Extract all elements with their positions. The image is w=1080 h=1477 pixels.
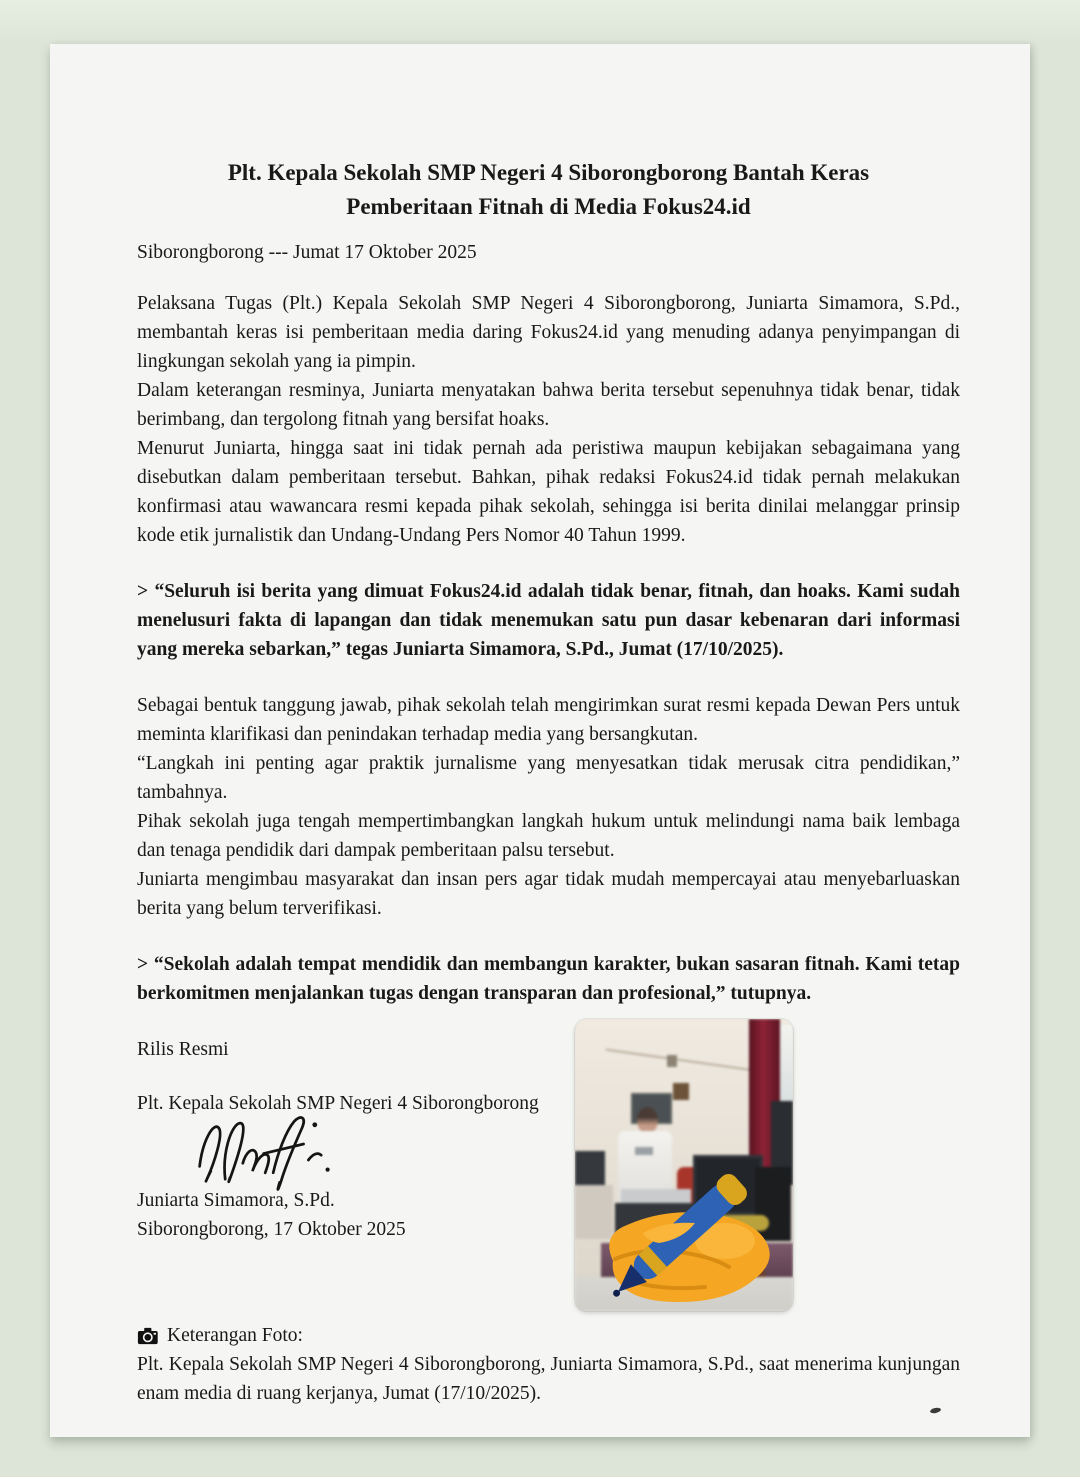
bold-quote-1: > “Seluruh isi berita yang dimuat Fokus24.id adalah tidak benar, fitnah, dan hoaks. Kami sudah menelusuri fakta di lapangan dan tidak menemukan satu pun dasar kebenaran dari informasi yang mereka sebarkan,” tegas Juniarta Simamora, S.Pd., Jumat (17/10/2025). (137, 581, 960, 660)
ink-speck (930, 1407, 942, 1414)
signature-icon (165, 1104, 375, 1200)
bold-quote-2: > “Sekolah adalah tempat mendidik dan membangun karakter, bukan sasaran fitnah. Kami tetap berkomitmen menjalankan tugas dengan transparan dan profesional,” tutupnya. (137, 954, 960, 1004)
paragraph: Pelaksana Tugas (Plt.) Kepala Sekolah SMP Negeri 4 Siborongborong, Juniarta Simamora, S.Pd., membantah keras isi pemberitaan media daring Fokus24.id yang menuding adanya penyimpangan di lingkungan sekolah yang ia pimpin. (137, 293, 960, 372)
title-line-1: Plt. Kepala Sekolah SMP Negeri 4 Siborongborong Bantah Keras (227, 160, 870, 185)
photo-wall-box (673, 1083, 689, 1100)
paragraph: “Langkah ini penting agar praktik jurnalisme yang menyesatkan tidak merusak citra pendidikan,” tambahnya. (137, 753, 960, 803)
signer-office: Plt. Kepala Sekolah SMP Negeri 4 Siborongborong (137, 1093, 539, 1114)
photo-person-head (637, 1107, 658, 1133)
caption-text: Plt. Kepala Sekolah SMP Negeri 4 Siborongborong, Juniarta Simamora, S.Pd., saat menerima kunjungan enam media di ruang kerjanya, Jumat (17/10/2025). (137, 1354, 960, 1404)
signing-place-date: Siborongborong, 17 Oktober 2025 (137, 1219, 406, 1240)
camera-icon (137, 1327, 159, 1345)
photo-uniform-pocket (635, 1147, 653, 1155)
photo-wall-socket (667, 1055, 677, 1067)
signer-name: Juniarta Simamora, S.Pd. (137, 1190, 335, 1211)
paragraph: Sebagai bentuk tanggung jawab, pihak sekolah telah mengirimkan surat resmi kepada Dewan Pers untuk meminta klarifikasi dan penindakan terhadap media yang bersangkutan. (137, 695, 960, 745)
document-title (137, 156, 960, 224)
paragraph: Menurut Juniarta, hingga saat ini tidak pernah ada peristiwa maupun kebijakan sebagaimana yang disebutkan dalam pemberitaan tersebut. Bahkan, pihak redaksi Fokus24.id tidak pernah melakukan konfirmasi atau wawancara resmi kepada pihak sekolah, sehingga isi berita dinilai melanggar prinsip kode etik jurnalistik dan Undang-Undang Pers Nomor 40 Tahun 1999. (137, 438, 960, 546)
paragraph: Pihak sekolah juga tengah mempertimbangkan langkah hukum untuk melindungi nama baik lembaga dan tenaga pendidik dari dampak pemberitaan palsu tersebut. (137, 811, 960, 861)
paragraph: Juniarta mengimbau masyarakat dan insan pers agar tidak mudah mempercayai atau menyebarluaskan berita yang belum terverifikasi. (137, 869, 960, 919)
release-label: Rilis Resmi (137, 1039, 229, 1060)
office-photo (575, 1019, 793, 1311)
caption-heading-row (137, 1321, 960, 1350)
paragraph: Dalam keterangan resminya, Juniarta menyatakan bahwa berita tersebut sepenuhnya tidak benar, tidak berimbang, dan tergolong fitnah yang bersifat hoaks. (137, 380, 960, 430)
press-release-document (50, 44, 1030, 1437)
writing-hand-pen-emoji (579, 1163, 785, 1311)
title-line-2: Pemberitaan Fitnah di Media Fokus24.id (346, 194, 751, 219)
dateline: Siborongborong --- Jumat 17 Oktober 2025 (137, 242, 477, 263)
body-text (137, 289, 960, 1008)
caption-heading: Keterangan Foto: (167, 1325, 303, 1346)
photo-caption (137, 1321, 960, 1408)
release-block (137, 1035, 960, 1313)
